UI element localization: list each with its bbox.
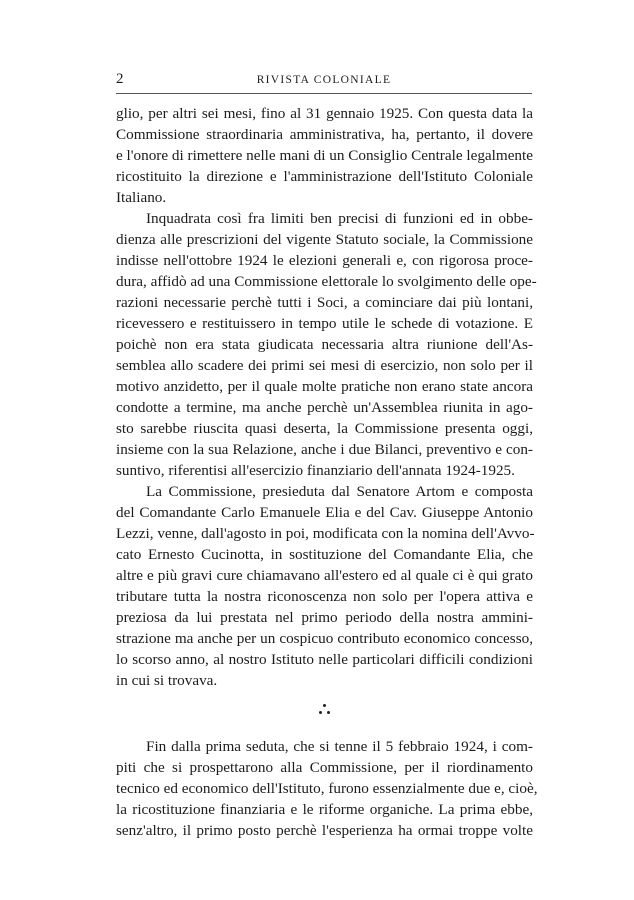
running-title: RIVISTA COLONIALE (256, 74, 392, 86)
text-line: Lezzi, venne, dall'agosto in poi, modificata con la nomina dell'Avvo- (116, 525, 535, 542)
page-number: 2 (116, 71, 124, 87)
header-rule (116, 93, 532, 94)
text-line: in cui si trovava. (116, 672, 218, 689)
text-line: tributare tutta la nostra riconoscenza non solo per l'opera attiva e (116, 588, 533, 605)
text-line: strazione ma anche per un cospicuo contributo economico concesso, (116, 630, 533, 647)
section-break-asterism (318, 703, 332, 719)
text-line: lo scorso anno, al nostro Istituto nelle particolari difficili condizioni (116, 651, 533, 668)
text-line: glio, per altri sei mesi, fino al 31 gennaio 1925. Con questa data la (116, 105, 533, 122)
text-line: del Comandante Carlo Emanuele Elia e del Cav. Giuseppe Antonio (116, 504, 533, 521)
text-line: La Commissione, presieduta dal Senatore Artom e composta (146, 483, 533, 500)
text-line: insieme con la sua Relazione, anche i due Bilanci, preventivo e con- (116, 441, 533, 458)
text-line: altre e più gravi cure chiamavano all'estero ed al quale ci è qui grato (116, 567, 533, 584)
text-line: motivo anzidetto, per il quale molte pratiche non erano state ancora (116, 378, 533, 395)
text-line: poichè non era stata giudicata necessaria altra riunione dell'As- (116, 336, 533, 353)
text-line: Inquadrata così fra limiti ben precisi di funzioni ed in obbe- (146, 210, 533, 227)
text-line: dura, affidò ad una Commissione elettorale lo svolgimento delle ope- (116, 273, 537, 290)
text-line: la ricostituzione finanziaria e le riforme organiche. La prima ebbe, (116, 801, 533, 818)
text-line: semblea allo scadere dei primi sei mesi di esercizio, non solo per il (116, 357, 533, 374)
text-line: indisse nell'ottobre 1924 le elezioni generali e, con rigorosa proce- (116, 252, 533, 269)
text-line: ricostituito la direzione e l'amministrazione dell'Istituto Coloniale (116, 168, 533, 185)
text-line: suntivo, riferentisi all'esercizio finanziario dell'annata 1924-1925. (116, 462, 515, 479)
text-line: Fin dalla prima seduta, che si tenne il 5 febbraio 1924, i com- (146, 738, 533, 755)
text-line: tecnico ed economico dell'Istituto, furono essenzialmente due e, cioè, (116, 780, 538, 797)
text-line: piti che si prospettarono alla Commissione, per il riordinamento (116, 759, 533, 776)
text-line: razioni necessarie perchè tutti i Soci, a cominciare dai più lontani, (116, 294, 533, 311)
text-line: Commissione straordinaria amministrativa, ha, pertanto, il dovere (116, 126, 533, 143)
text-line: Italiano. (116, 189, 167, 206)
text-line: preziosa da lui prestata nel primo periodo della nostra ammini- (116, 609, 533, 626)
page-header (116, 71, 532, 88)
text-line: e l'onore di rimettere nelle mani di un Consiglio Centrale legalmente (116, 147, 533, 164)
text-line: ricevessero e restituissero in tempo utile le schede di votazione. E (116, 315, 533, 332)
text-line: senz'altro, il primo posto perchè l'esperienza ha ormai troppe volte (116, 822, 533, 839)
text-line: sto sarebbe riuscita quasi deserta, la Commissione presenta oggi, (116, 420, 533, 437)
text-line: cato Ernesto Cucinotta, in sostituzione del Comandante Elia, che (116, 546, 533, 563)
text-line: condotte a termine, ma anche perchè un'Assemblea riunita in ago- (116, 399, 533, 416)
text-line: dienza alle prescrizioni del vigente Statuto sociale, la Commissione (116, 231, 533, 248)
